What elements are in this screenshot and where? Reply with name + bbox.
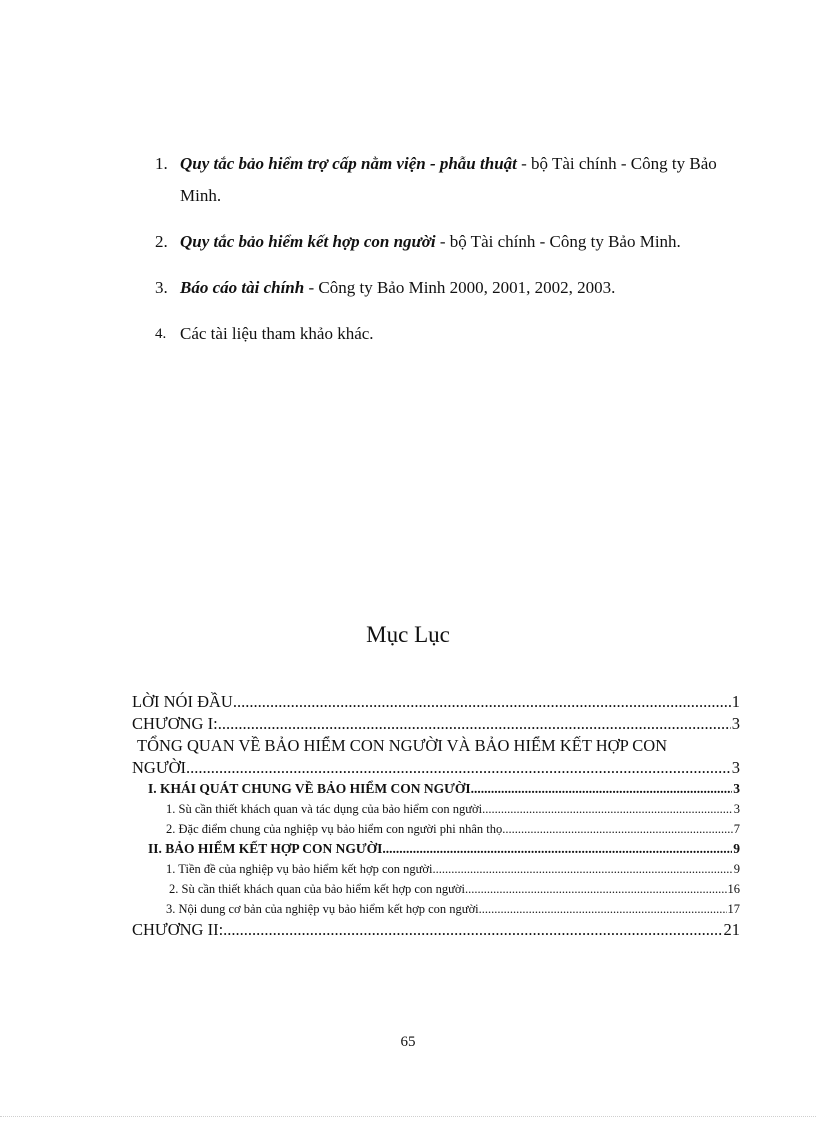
toc-leader-dots — [465, 879, 727, 899]
reference-title: Quy tắc bảo hiểm trợ cấp nằm viện - phẫu thuật — [180, 154, 517, 173]
toc-entry-subsection-1-2[interactable] — [132, 819, 740, 839]
reference-body — [180, 148, 755, 212]
toc-entry-subsection-2-1[interactable] — [132, 859, 740, 879]
toc-entry-chapter-1[interactable] — [132, 713, 740, 735]
toc-entry-text: NGƯỜI — [132, 758, 187, 777]
toc-entry-subsection-2-2[interactable] — [132, 879, 740, 899]
toc-entry-text: II. BẢO HIỂM KẾT HỢP CON NGƯỜI — [148, 841, 383, 856]
toc-entry-page: 21 — [723, 920, 740, 939]
reference-title: Quy tắc bảo hiểm kết hợp con người — [180, 232, 436, 251]
page-bottom-divider — [0, 1116, 816, 1117]
toc-entry-chapter-1-title-cont[interactable] — [132, 757, 740, 779]
toc-entry-chapter-2[interactable] — [132, 919, 740, 941]
toc-entry-page: 9 — [733, 862, 740, 876]
toc-leader-dots — [382, 839, 732, 859]
reference-body — [180, 272, 755, 304]
toc-leader-dots — [218, 713, 731, 735]
toc-entry-text: 1. Tiền đề của nghiệp vụ bảo hiểm kết hợp con người. — [166, 862, 436, 876]
reference-number: 1. — [155, 154, 168, 173]
reference-text: Các tài liệu tham khảo khác. — [180, 324, 374, 343]
toc-leader-dots — [482, 899, 727, 919]
toc-entry-page: 7 — [733, 822, 740, 836]
toc-leader-dots — [471, 779, 733, 799]
reference-list — [155, 148, 755, 364]
reference-title: Báo cáo tài chính — [180, 278, 305, 297]
reference-item-4 — [155, 318, 755, 350]
toc-entry-chapter-1-title[interactable]: TỔNG QUAN VỀ BẢO HIỂM CON NGƯỜI VÀ BẢO HIỂM KẾT HỢP CON — [137, 736, 668, 755]
toc-leader-dots — [233, 691, 731, 713]
reference-item-2 — [155, 226, 755, 258]
toc-leader-dots — [505, 819, 732, 839]
toc-entry-text: LỜI NÓI ĐẦU — [132, 692, 233, 711]
toc-leader-dots — [186, 757, 731, 779]
reference-body — [180, 226, 755, 258]
toc-entry-page: 3 — [733, 781, 740, 796]
toc-entry-text: 3. Nội dung cơ bản của nghiệp vụ bảo hiểm kết hợp con người. — [166, 902, 482, 916]
toc-leader-dots — [485, 799, 733, 819]
toc-entry-text: 2. Đặc điểm chung của nghiệp vụ bảo hiểm con người phi nhân thọ. — [166, 822, 506, 836]
toc-entry-preface[interactable] — [132, 691, 740, 713]
toc-heading: Mục Lục — [366, 622, 450, 647]
reference-number: 4. — [155, 326, 167, 342]
reference-number: 2. — [155, 232, 168, 251]
reference-item-3 — [155, 272, 755, 304]
toc-entry-page: 16 — [727, 882, 740, 896]
toc-entry-page: 3 — [731, 714, 740, 733]
toc-entry-text: I. KHÁI QUÁT CHUNG VỀ BẢO HIỂM CON NGƯỜI — [148, 781, 471, 796]
toc-entry-page: 3 — [731, 758, 740, 777]
toc-entry-page: 1 — [731, 692, 740, 711]
toc-entry-section-2[interactable] — [132, 839, 740, 859]
toc-entry-text: 2. Sù cần thiết khách quan của bảo hiểm kết hợp con người — [169, 882, 465, 896]
toc-entry-page: 3 — [733, 802, 740, 816]
toc-entry-text: CHƯƠNG I: — [132, 714, 218, 733]
toc-entry-text: 1. Sù cần thiết khách quan và tác dụng của bảo hiểm con người. — [166, 802, 486, 816]
reference-source: - Công ty Bảo Minh 2000, 2001, 2002, 2003. — [304, 278, 616, 297]
reference-item-1 — [155, 148, 755, 212]
reference-number: 3. — [155, 278, 168, 297]
toc-leader-dots — [436, 859, 733, 879]
toc-entry-subsection-2-3[interactable] — [132, 899, 740, 919]
table-of-contents — [132, 691, 740, 941]
reference-source: - bộ Tài chính - Công ty Bảo Minh. — [435, 232, 681, 251]
toc-entry-subsection-1-1[interactable] — [132, 799, 740, 819]
page-number: 65 — [400, 1034, 416, 1050]
toc-entry-section-1[interactable] — [132, 779, 740, 799]
toc-entry-page: 9 — [733, 841, 740, 856]
toc-leader-dots — [223, 919, 722, 941]
reference-source: - bộ Tài chính - Công ty Bảo Minh. — [180, 154, 717, 205]
toc-entry-text: CHƯƠNG II: — [132, 920, 224, 939]
toc-entry-page: 17 — [727, 902, 740, 916]
